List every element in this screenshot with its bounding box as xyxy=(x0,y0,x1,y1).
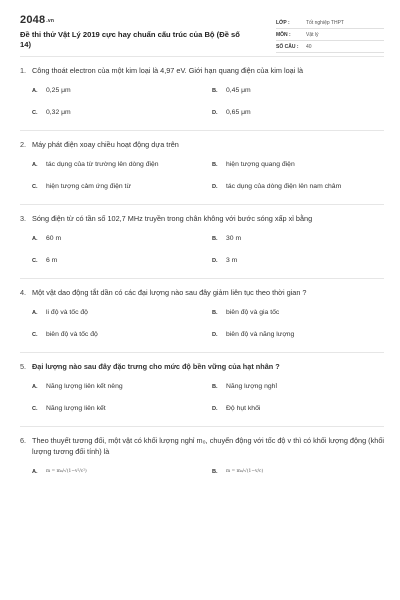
question-block xyxy=(20,131,384,205)
meta-value: 40 xyxy=(306,43,312,50)
option-letter: A. xyxy=(32,310,38,316)
option-letter: D. xyxy=(212,332,218,338)
option-text: biên độ và gia tốc xyxy=(226,309,280,316)
question-number: 6. xyxy=(20,436,27,445)
answer-option[interactable] xyxy=(212,102,384,124)
question-text: Máy phát điện xoay chiều hoạt động dựa trên xyxy=(32,140,179,149)
question-number: 2. xyxy=(20,140,27,149)
answer-option[interactable] xyxy=(32,228,204,250)
option-text: Năng lượng nghỉ xyxy=(226,383,277,390)
option-letter: D. xyxy=(212,258,218,264)
answer-option[interactable] xyxy=(212,176,384,198)
meta-value: Tốt nghiệp THPT xyxy=(306,19,344,26)
option-letter: A. xyxy=(32,88,38,94)
option-letter: B. xyxy=(212,469,218,475)
option-letter: C. xyxy=(32,110,38,116)
option-text: biên độ và tốc độ xyxy=(46,331,98,338)
answer-option[interactable] xyxy=(32,324,204,346)
option-text: Năng lượng liên kết nêng xyxy=(46,383,123,390)
option-letter: D. xyxy=(212,184,218,190)
answer-option[interactable] xyxy=(32,154,204,176)
meta-row-class xyxy=(276,17,384,29)
answer-options xyxy=(20,461,384,483)
option-letter: C. xyxy=(32,406,38,412)
answer-option[interactable] xyxy=(212,250,384,272)
option-text: biên độ và năng lượng xyxy=(226,331,295,338)
answer-option[interactable] xyxy=(32,398,204,420)
answer-option[interactable] xyxy=(212,376,384,398)
option-text: 6 m xyxy=(46,257,58,264)
site-logo[interactable]: 2048.vn xyxy=(20,14,55,26)
answer-option[interactable] xyxy=(32,176,204,198)
option-letter: A. xyxy=(32,162,38,168)
option-letter: A. xyxy=(32,384,38,390)
question-header xyxy=(20,65,384,76)
answer-options xyxy=(20,376,384,420)
question-header xyxy=(20,213,384,224)
option-text: 0,25 μm xyxy=(46,87,71,94)
meta-value: Vật lý xyxy=(306,31,319,38)
option-letter: C. xyxy=(32,258,38,264)
option-text: li độ và tốc độ xyxy=(46,309,88,316)
option-text: Độ hụt khối xyxy=(226,405,261,412)
answer-option[interactable] xyxy=(32,102,204,124)
option-text: hiện tượng cảm ứng điện từ xyxy=(46,183,131,190)
question-number: 3. xyxy=(20,214,27,223)
option-text: hiện tượng quang điện xyxy=(226,161,295,168)
option-letter: C. xyxy=(32,184,38,190)
question-text: Một vật dao động tắt dần có các đại lượng nào sau đây giảm liên tục theo thời gian ? xyxy=(32,288,307,297)
answer-option[interactable] xyxy=(32,376,204,398)
meta-row-count xyxy=(276,41,384,53)
option-letter: A. xyxy=(32,469,38,475)
question-header xyxy=(20,435,384,457)
question-number: 4. xyxy=(20,288,27,297)
option-text: 3 m xyxy=(226,257,238,264)
option-text: 0,45 μm xyxy=(226,87,251,94)
meta-row-subject xyxy=(276,29,384,41)
option-letter: B. xyxy=(212,88,218,94)
option-text: m = m₀/√(1−v/c) xyxy=(226,469,264,474)
question-text: Sóng điện từ có tần số 102,7 MHz truyền trong chân không với bước sóng xấp xỉ bằng xyxy=(32,214,313,223)
answer-option[interactable] xyxy=(212,461,384,483)
option-text: 30 m xyxy=(226,235,242,242)
option-letter: D. xyxy=(212,110,218,116)
option-text: tác dụng của dòng điện lên nam châm xyxy=(226,183,342,190)
option-letter: B. xyxy=(212,384,218,390)
option-text: tác dụng của từ trường lên dòng điện xyxy=(46,161,159,168)
answer-options xyxy=(20,228,384,272)
answer-option[interactable] xyxy=(32,250,204,272)
question-header xyxy=(20,139,384,150)
question-header xyxy=(20,361,384,372)
option-letter: B. xyxy=(212,162,218,168)
question-list xyxy=(20,57,384,489)
question-block xyxy=(20,427,384,489)
question-block xyxy=(20,353,384,427)
exam-title: Đề thi thử Vật Lý 2019 cực hay chuẩn cấu trúc của Bộ (Đề số 14) xyxy=(20,30,240,49)
answer-option[interactable] xyxy=(32,302,204,324)
option-letter: A. xyxy=(32,236,38,242)
answer-options xyxy=(20,154,384,198)
meta-label: LỚP : xyxy=(276,19,290,26)
answer-option[interactable] xyxy=(212,398,384,420)
option-text: m = m₀/√(1−v²/c²) xyxy=(46,469,87,474)
answer-option[interactable] xyxy=(212,80,384,102)
question-text: Theo thuyết tương đối, một vật có khối lượng nghỉ m₀, chuyển động với tốc độ v thì có khối lượng động (khối lượng tương đối tính) là xyxy=(32,436,384,456)
question-block xyxy=(20,205,384,279)
option-letter: D. xyxy=(212,406,218,412)
option-letter: B. xyxy=(212,310,218,316)
answer-options xyxy=(20,302,384,346)
answer-option[interactable] xyxy=(212,302,384,324)
question-text: Công thoát electron của một kim loại là 4,97 eV. Giới hạn quang điện của kim loại là xyxy=(32,66,304,75)
option-text: 60 m xyxy=(46,235,62,242)
option-letter: C. xyxy=(32,332,38,338)
question-number: 5. xyxy=(20,362,27,371)
option-text: 0,65 μm xyxy=(226,109,251,116)
answer-options xyxy=(20,80,384,124)
answer-option[interactable] xyxy=(32,461,204,483)
meta-label: MÔN : xyxy=(276,31,291,38)
question-block xyxy=(20,57,384,131)
meta-label: SỐ CÂU : xyxy=(276,43,299,50)
answer-option[interactable] xyxy=(212,324,384,346)
option-letter: B. xyxy=(212,236,218,242)
question-number: 1. xyxy=(20,66,27,75)
header-left xyxy=(20,14,250,56)
answer-option[interactable] xyxy=(212,228,384,250)
question-block xyxy=(20,279,384,353)
exam-meta xyxy=(276,17,384,56)
option-text: 0,32 μm xyxy=(46,109,71,116)
question-text: Đại lượng nào sau đây đặc trưng cho mức độ bền vững của hạt nhân ? xyxy=(32,362,280,371)
answer-option[interactable] xyxy=(212,154,384,176)
exam-header xyxy=(20,0,384,56)
question-header xyxy=(20,287,384,298)
option-text: Năng lượng liên kết xyxy=(46,405,106,412)
answer-option[interactable] xyxy=(32,80,204,102)
